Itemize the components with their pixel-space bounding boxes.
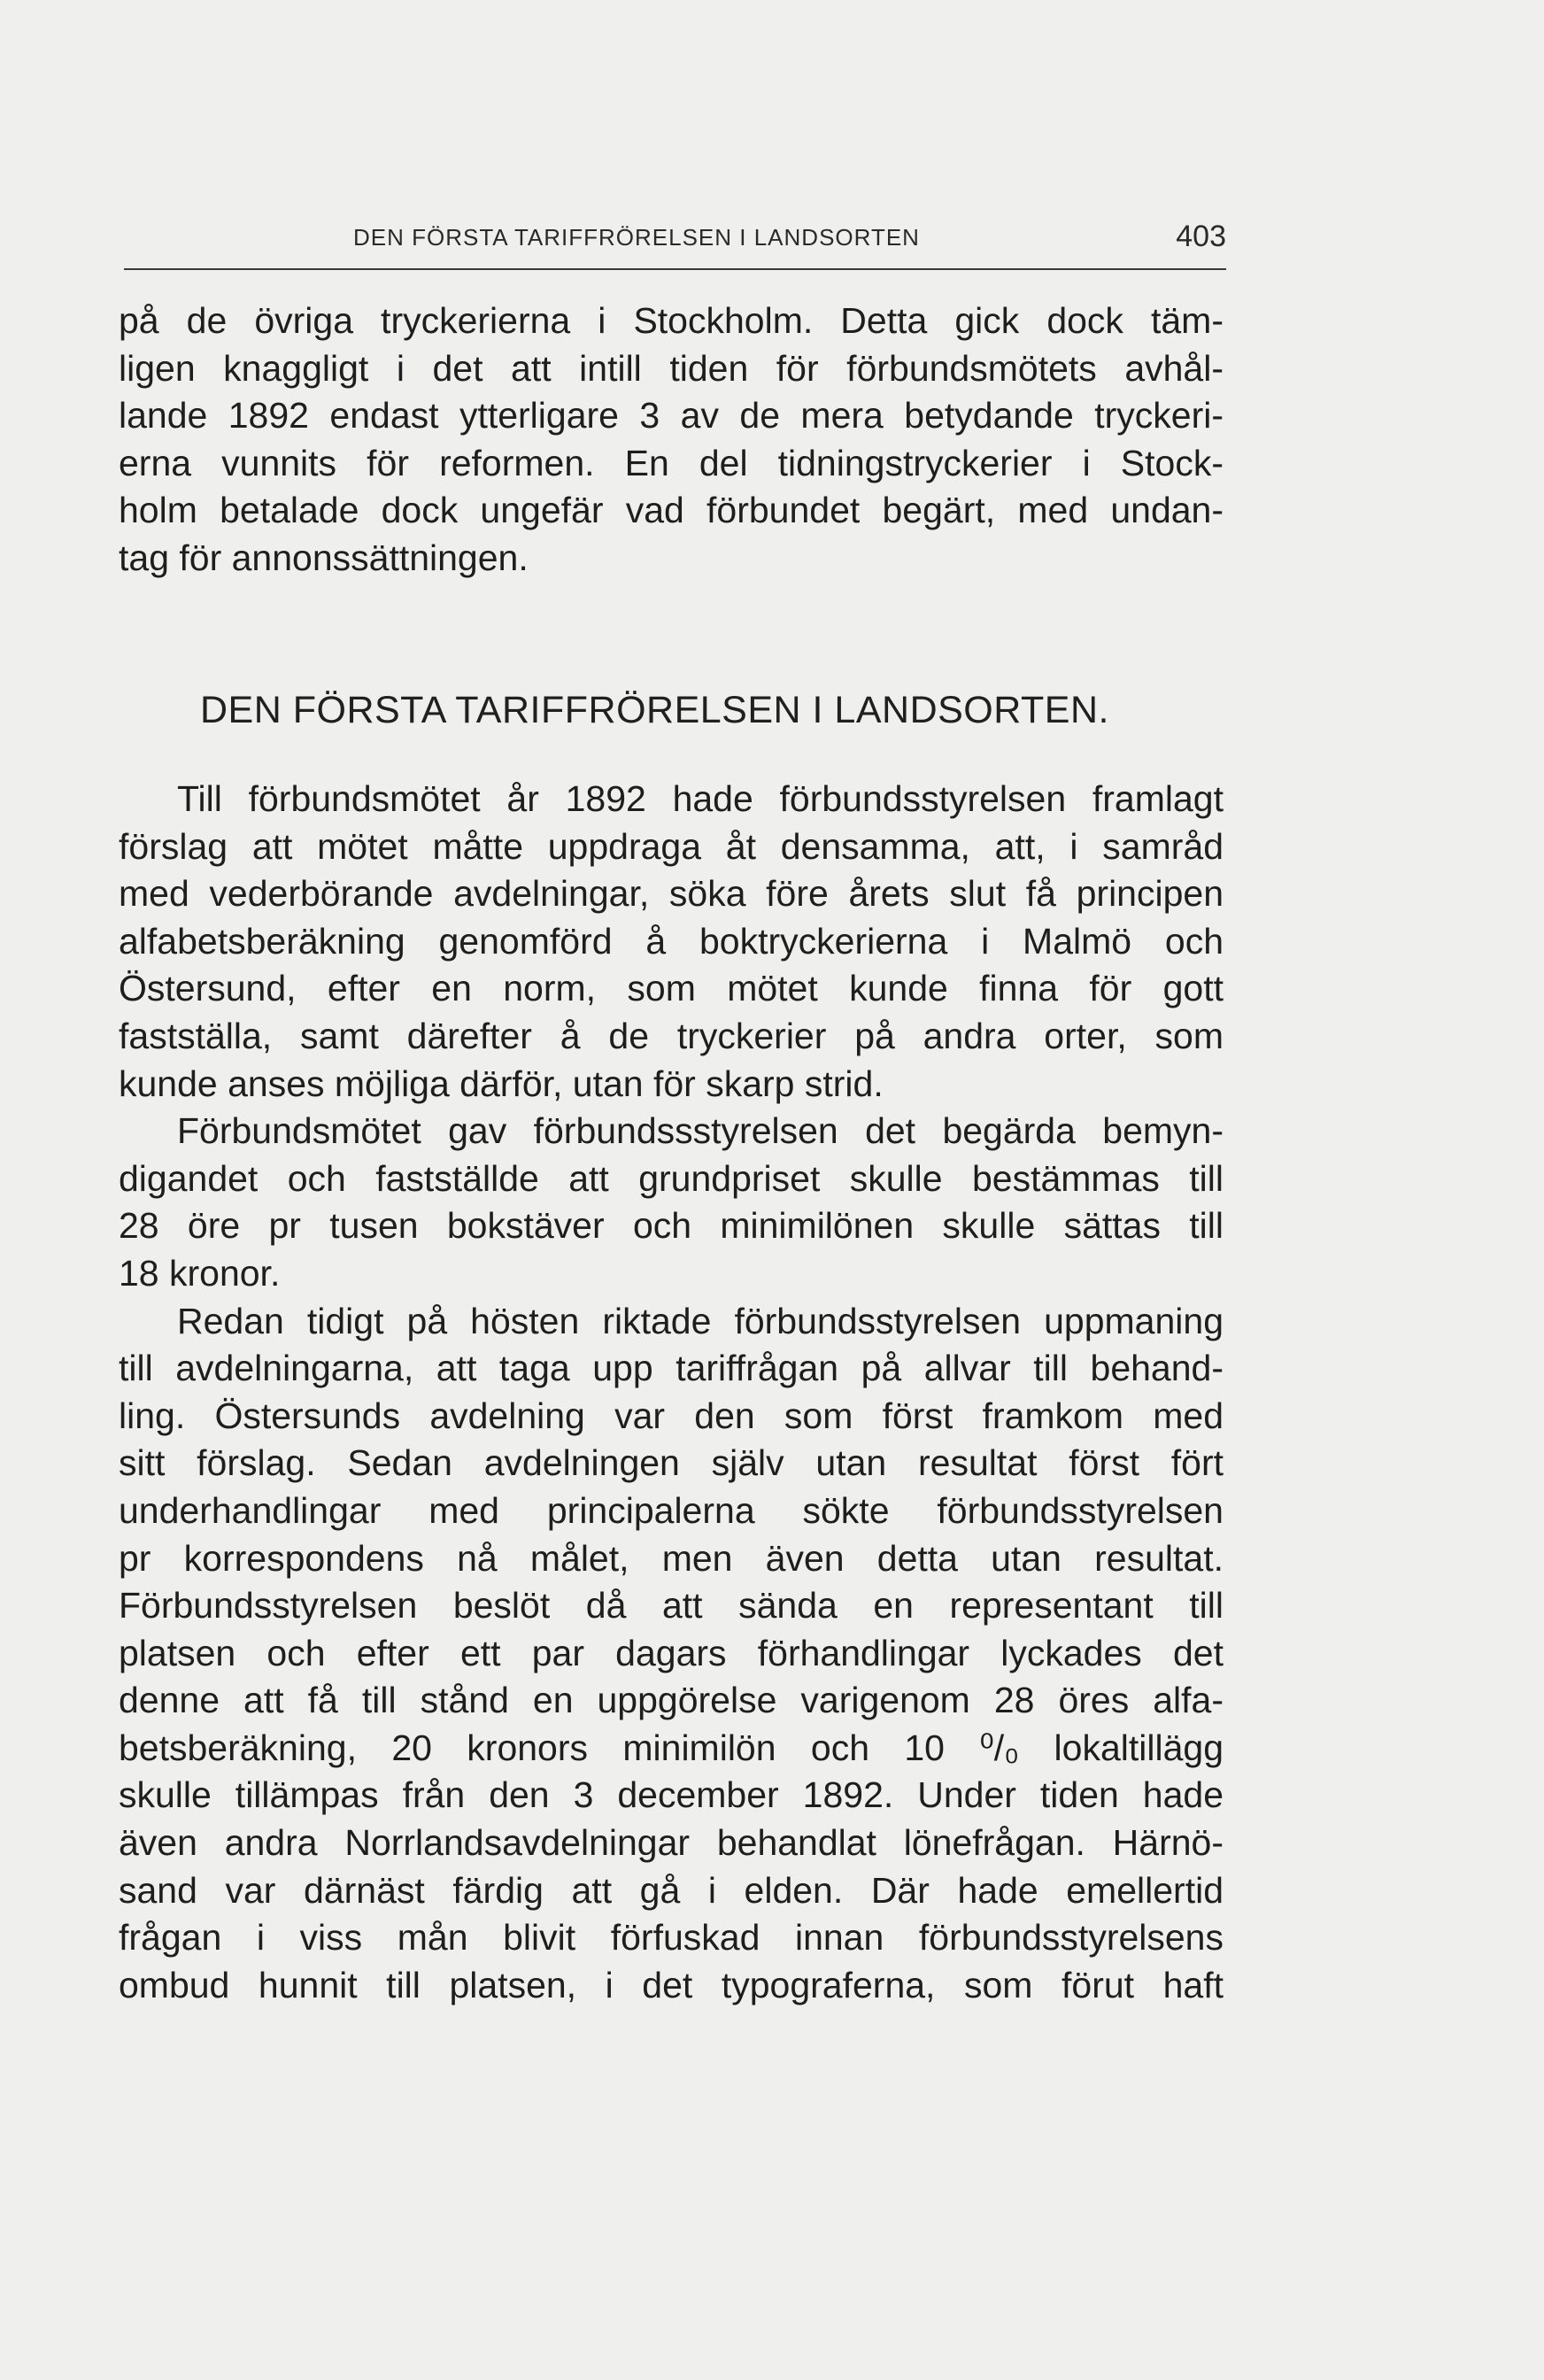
text-line: platsen och efter ett par dagars förhandlingar lyckades det <box>119 1632 1224 1673</box>
text-line: Förbundsmötet gav förbundssstyrelsen det begärda bemyn- <box>177 1110 1224 1152</box>
text-line: kunde anses möjliga därför, utan för skarp strid. <box>119 1062 884 1104</box>
text-line: Till förbundsmötet år 1892 hade förbundsstyrelsen framlagt <box>177 778 1224 819</box>
text-line: förslag att mötet måtte uppdraga åt densamma, att, i samråd <box>119 825 1224 867</box>
text-line: denne att få till stånd en uppgörelse varigenom 28 öres alfa- <box>119 1680 1224 1721</box>
text-line: på de övriga tryckerierna i Stockholm. Detta gick dock täm- <box>119 300 1224 341</box>
text-line: Förbundsstyrelsen beslöt då att sända en representant till <box>119 1585 1224 1627</box>
text-line: ligen knaggligt i det att intill tiden för förbundsmötets avhål- <box>119 347 1224 389</box>
text-line: Redan tidigt på hösten riktade förbundsstyrelsen uppmaning <box>177 1300 1224 1341</box>
text-line: sitt förslag. Sedan avdelningen själv utan resultat först fört <box>119 1442 1224 1484</box>
running-header <box>124 220 1226 273</box>
text-line: ombud hunnit till platsen, i det typograferna, som förut haft <box>119 1964 1224 2005</box>
text-line: digandet och fastställde att grundpriset skulle bestämmas till <box>119 1157 1224 1199</box>
text-line: betsberäkning, 20 kronors minimilön och 10 ⁰/₀ lokaltillägg <box>119 1727 1224 1768</box>
text-line: sand var därnäst färdig att gå i elden. Där hade emellertid <box>119 1869 1224 1911</box>
text-line: pr korrespondens nå målet, men även detta utan resultat. <box>119 1537 1224 1579</box>
intro-paragraph <box>119 298 1224 583</box>
text-line: erna vunnits för reformen. En del tidningstryckerier i Stock- <box>119 442 1224 483</box>
text-line: Östersund, efter en norm, som mötet kunde finna för gott <box>119 968 1224 1009</box>
text-line: 18 kronor. <box>119 1252 281 1294</box>
running-title: DEN FÖRSTA TARIFFRÖRELSEN I LANDSORTEN <box>353 224 920 251</box>
text-line: ling. Östersunds avdelning var den som först framkom med <box>119 1395 1224 1436</box>
text-line: till avdelningarna, att taga upp tariffrågan på allvar till behand- <box>119 1348 1224 1389</box>
text-line: tag för annonssättningen. <box>119 537 529 578</box>
text-line: holm betalade dock ungefär vad förbundet begärt, med undan- <box>119 490 1224 531</box>
text-line: skulle tillämpas från den 3 december 1892. Under tiden hade <box>119 1774 1224 1816</box>
body-text <box>119 776 1224 2009</box>
text-line: lande 1892 endast ytterligare 3 av de mera betydande tryckeri- <box>119 395 1224 437</box>
text-line: 28 öre pr tusen bokstäver och minimilönen skulle sättas till <box>119 1205 1224 1247</box>
page-number: 403 <box>1176 220 1226 253</box>
text-line: även andra Norrlandsavdelningar behandlat lönefrågan. Härnö- <box>119 1822 1224 1864</box>
text-line: med vederbörande avdelningar, söka före årets slut få principen <box>119 873 1224 915</box>
text-line: alfabetsberäkning genomförd å boktryckerierna i Malmö och <box>119 920 1224 962</box>
text-line: underhandlingar med principalerna sökte förbundsstyrelsen <box>119 1489 1224 1531</box>
header-rule <box>124 268 1226 270</box>
section-heading: DEN FÖRSTA TARIFFRÖRELSEN I LANDSORTEN. <box>200 689 1109 731</box>
text-line: frågan i viss mån blivit förfuskad innan förbundsstyrelsens <box>119 1917 1224 1959</box>
text-line: fastställa, samt därefter å de tryckerier på andra orter, som <box>119 1015 1224 1056</box>
